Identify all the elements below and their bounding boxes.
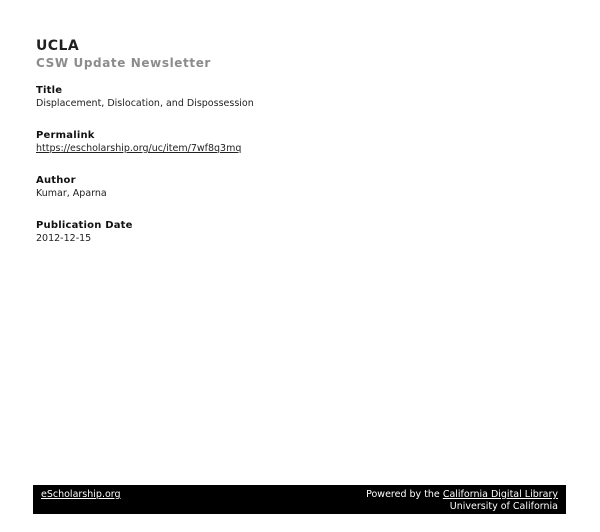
powered-by-text: Powered by the bbox=[366, 489, 443, 500]
permalink-label: Permalink bbox=[36, 130, 95, 141]
publication-date-value: 2012-12-15 bbox=[36, 233, 92, 244]
metadata-fields bbox=[36, 84, 564, 245]
title-value: Displacement, Dislocation, and Dispossession bbox=[36, 98, 254, 109]
field-publication-date bbox=[36, 219, 564, 245]
footer-right bbox=[366, 489, 558, 513]
field-author bbox=[36, 174, 564, 200]
institution-title: UCLA bbox=[36, 38, 80, 54]
masthead bbox=[36, 38, 564, 71]
title-label: Title bbox=[36, 85, 63, 96]
university-of-california-text: University of California bbox=[449, 501, 558, 512]
california-digital-library-link[interactable]: California Digital Library bbox=[442, 489, 558, 500]
cover-content bbox=[36, 38, 564, 264]
footer-bar bbox=[33, 485, 566, 514]
author-value: Kumar, Aparna bbox=[36, 188, 107, 199]
author-label: Author bbox=[36, 175, 76, 186]
footer-left bbox=[41, 489, 121, 501]
series-title: CSW Update Newsletter bbox=[36, 56, 211, 70]
escholarship-link[interactable]: eScholarship.org bbox=[41, 489, 121, 500]
permalink-value bbox=[36, 142, 564, 155]
field-title bbox=[36, 84, 564, 110]
permalink-link[interactable]: https://escholarship.org/uc/item/7wf8q3mq bbox=[36, 143, 242, 154]
publication-date-label: Publication Date bbox=[36, 220, 133, 231]
field-permalink bbox=[36, 129, 564, 155]
powered-by-line bbox=[366, 489, 558, 501]
